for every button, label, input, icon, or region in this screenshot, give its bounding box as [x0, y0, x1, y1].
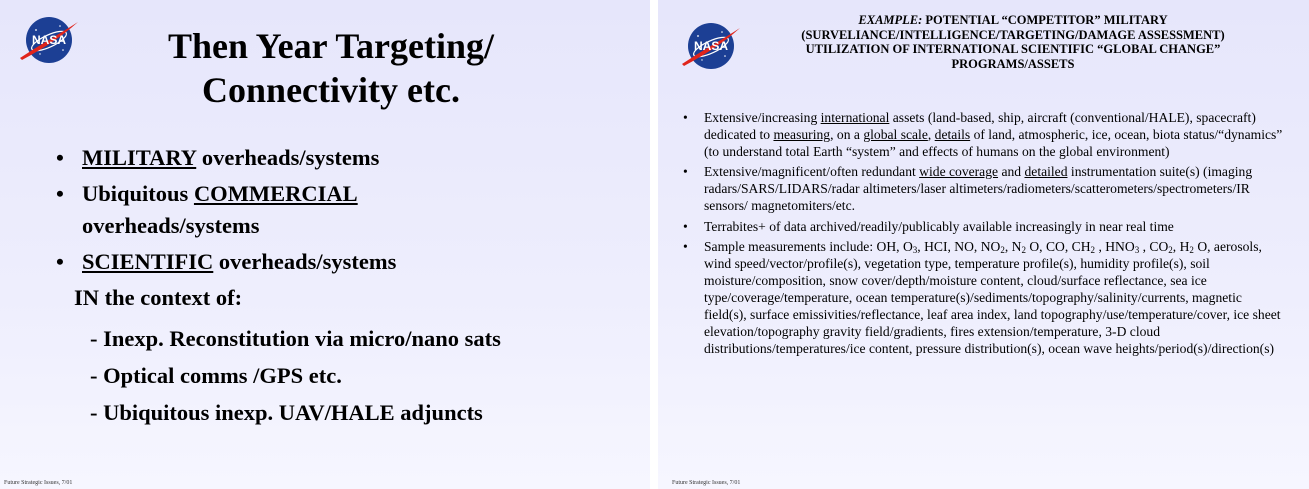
- underlined-term: global scale: [863, 127, 928, 143]
- bullet-item-measurements: [680, 238, 1286, 358]
- bullet-list: [680, 109, 1286, 360]
- bullet-item-data: • Terrabites+ of data archived/readily/publicably available increasingly in near real time: [680, 218, 1286, 235]
- right-slide: [658, 0, 1309, 489]
- bullet-text: O, CO, CH: [1025, 238, 1091, 254]
- bullet-text: Sample measurements include: OH, O: [704, 238, 913, 254]
- slide-title: [96, 24, 566, 112]
- bullet-text: , H: [1172, 238, 1190, 254]
- title-line: Connectivity etc.: [202, 70, 460, 110]
- subscript: 3: [1134, 244, 1140, 255]
- bullet-text: ,: [927, 127, 935, 143]
- svg-text:NASA: NASA: [693, 39, 729, 53]
- sub-item: - Optical comms /GPS etc.: [90, 363, 342, 388]
- nasa-logo-icon: [678, 20, 744, 72]
- bullet-text: Extensive/magnificent/often redundant: [704, 164, 920, 180]
- bullet-item-commercial: [52, 178, 612, 242]
- bullet-text: , HNO: [1095, 238, 1135, 254]
- underlined-term: measuring: [773, 127, 831, 143]
- context-heading: IN the context of:: [74, 285, 243, 310]
- title-line: Then Year Targeting/: [167, 26, 495, 66]
- nasa-logo-icon: [16, 14, 82, 66]
- title-line: UTILIZATION OF INTERNATIONAL SCIENTIFIC “GLOBAL CHANGE”: [805, 42, 1221, 57]
- subscript: 2: [1168, 244, 1173, 255]
- sub-item: - Ubiquitous inexp. UAV/HALE adjuncts: [90, 400, 483, 425]
- title-line: PROGRAMS/ASSETS: [951, 56, 1075, 71]
- subscript: 3: [912, 244, 918, 255]
- bullet-text: of land, atmospheric, ice, ocean, biota status/“dynamics” (to understand total Earth “system” and effects of humans on the global environment): [704, 127, 1283, 160]
- bullet-text: Extensive/increasing: [704, 110, 821, 125]
- example-label: EXAMPLE:: [858, 13, 923, 27]
- subscript: 2: [1000, 244, 1005, 255]
- subscript: 2: [1090, 244, 1096, 255]
- slide-title: [748, 13, 1278, 71]
- svg-text:NASA: NASA: [31, 33, 67, 47]
- title-line: [748, 13, 1278, 28]
- underlined-term: wide coverage: [919, 164, 999, 180]
- subscript: 2: [1021, 244, 1026, 255]
- bullet-text: , on a: [830, 127, 864, 143]
- bullet-text: and: [998, 164, 1025, 180]
- sub-item: - Inexp. Reconstitution via micro/nano sats: [90, 326, 501, 351]
- bullet-list: [52, 142, 612, 282]
- bullet-text: overheads/systems: [213, 249, 397, 274]
- bullet-item-assets: [680, 109, 1286, 160]
- bullet-item-instrumentation: [680, 163, 1286, 214]
- underlined-term: MILITARY: [82, 145, 197, 170]
- title-line: (SURVELIANCE/INTELLIGENCE/TARGETING/DAMAGE ASSESSMENT): [801, 27, 1225, 42]
- bullet-text: overheads/systems: [82, 213, 260, 238]
- left-slide: [0, 0, 650, 489]
- bullet-text: , CO: [1139, 238, 1169, 254]
- bullet-text: O, aerosols, wind speed/vector/profile(s), vegetation type, temperature profile(s), humidity profile(s), soil moisture/composition, snow cover/depth/moisture content, cloud/surface reflectance, sea ice type/coverage/temperature, ocean temperature(s)/sediments/topography/salinity/currents, magnetic field(s), surface emissivities/reflectance, leaf area index, land topography/use/temperature/cover, ice sheet elevation/topography gravity field/gradients, fires extension/temperature, 3-D cloud distributions/temperatures/ice content, pressure distribution(s), ocean wave heights/period(s)/direction(s): [704, 238, 1281, 357]
- subscript: 2: [1189, 244, 1194, 255]
- slide-footer: Future Strategic Issues, 7/01: [4, 480, 73, 486]
- bullet-text: overheads/systems: [196, 145, 380, 170]
- bullet-text: instrumentation suite(s) (imaging radars/SARS/LIDARS/radar altimeters/laser altimeters/radiometers/scatterometers/spectrometers/IR sensors/ magnetomiters/etc.: [704, 164, 1253, 214]
- bullet-item-military: [52, 142, 612, 174]
- underlined-term: detailed: [1024, 164, 1068, 180]
- title-text: POTENTIAL “COMPETITOR” MILITARY: [922, 13, 1168, 27]
- bullet-text: , N: [1004, 238, 1022, 254]
- bullet-text: , HCI, NO, NO: [917, 238, 1001, 254]
- underlined-term: international: [820, 110, 890, 125]
- slide-footer: Future Strategic Issues, 7/01: [672, 480, 741, 486]
- bullet-text: Ubiquitous: [82, 181, 194, 206]
- sub-item-list: [90, 320, 501, 431]
- bullet-item-scientific: [52, 246, 612, 278]
- underlined-term: SCIENTIFIC: [82, 249, 214, 274]
- underlined-term: details: [934, 127, 971, 143]
- underlined-term: COMMERCIAL: [193, 181, 358, 206]
- bullet-text: assets (land-based, ship, aircraft (conventional/HALE), spacecraft) dedicated to: [704, 110, 1256, 143]
